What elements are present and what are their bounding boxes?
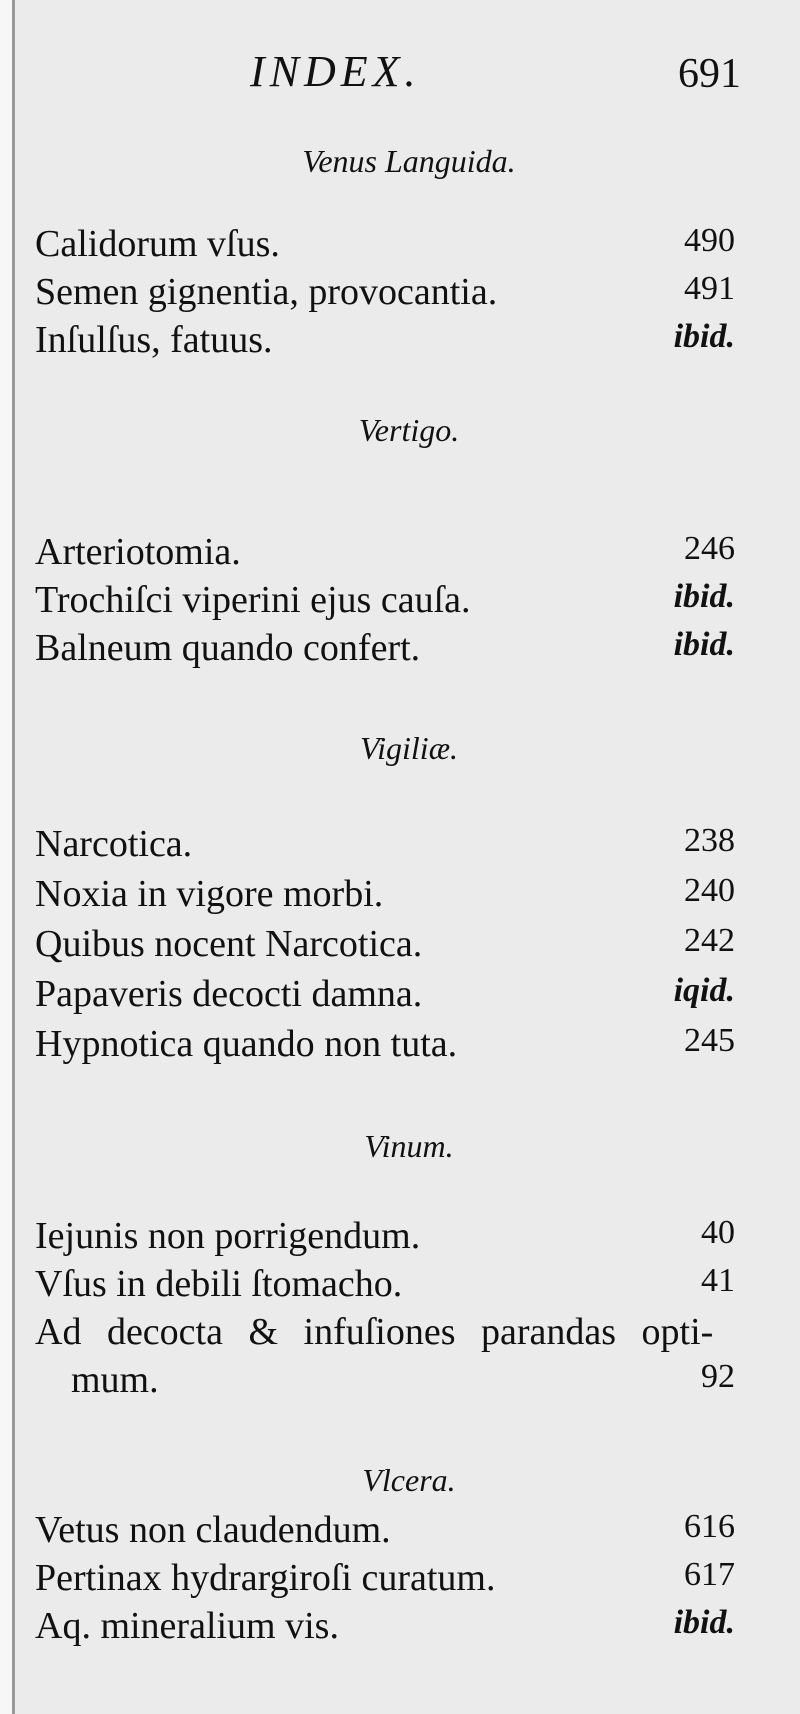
entry-text: Iejunis non porrigendum. bbox=[35, 1215, 421, 1257]
entry-text: Pertinax hydrargiroſi curatum. bbox=[35, 1557, 496, 1599]
entry-page-ref: iqid. bbox=[673, 972, 735, 1009]
section-heading: Vinum. bbox=[364, 1128, 454, 1164]
entry-text: Balneum quando confert. bbox=[35, 627, 421, 669]
entry-page-ref: ibid. bbox=[673, 1604, 735, 1641]
entry-page-ref: 240 bbox=[684, 872, 735, 909]
section-heading: Vertigo. bbox=[358, 412, 460, 448]
index-entry bbox=[35, 1022, 735, 1070]
entry-text: Papaveris decocti damna. bbox=[35, 973, 423, 1015]
page-number: 691 bbox=[678, 51, 741, 97]
section-heading: Vigiliæ. bbox=[359, 730, 459, 766]
index-entry bbox=[35, 1604, 735, 1652]
entry-page-ref: 490 bbox=[684, 222, 735, 259]
entry-text: Vetus non claudendum. bbox=[35, 1509, 391, 1551]
entry-page-ref: ibid. bbox=[673, 578, 735, 615]
entry-page-ref: 242 bbox=[684, 922, 735, 959]
entry-page-ref: 40 bbox=[701, 1214, 735, 1251]
index-entry bbox=[35, 1214, 735, 1262]
index-entry bbox=[35, 922, 735, 970]
entry-page-ref: 617 bbox=[684, 1556, 735, 1593]
index-entry bbox=[35, 1310, 735, 1358]
section-heading: Vlcera. bbox=[362, 1462, 456, 1498]
index-entry bbox=[35, 1556, 735, 1604]
section-heading: Venus Languida. bbox=[302, 143, 516, 179]
entry-text: Noxia in vigore morbi. bbox=[35, 873, 384, 915]
entry-text: Aq. mineralium vis. bbox=[35, 1605, 339, 1647]
entry-text: Narcotica. bbox=[35, 823, 193, 865]
entry-page-ref: 92 bbox=[701, 1358, 735, 1395]
entry-text: Vſus in debili ſtomacho. bbox=[35, 1263, 403, 1305]
index-entry bbox=[35, 872, 735, 920]
index-entry bbox=[35, 1262, 735, 1310]
entry-text: Hypnotica quando non tuta. bbox=[35, 1023, 458, 1065]
entry-page-ref: 491 bbox=[684, 270, 735, 307]
index-entry bbox=[35, 1508, 735, 1556]
entry-text: Calidorum vſus. bbox=[35, 223, 280, 265]
index-entry bbox=[35, 626, 735, 674]
entry-text: Arteriotomia. bbox=[35, 531, 241, 573]
index-entry bbox=[35, 822, 735, 870]
entry-text: Semen gignentia, provocantia. bbox=[35, 271, 498, 313]
page-header bbox=[15, 46, 800, 106]
entry-page-ref: 245 bbox=[684, 1022, 735, 1059]
book-page bbox=[12, 0, 800, 1714]
index-entry bbox=[35, 318, 735, 366]
page-edge bbox=[0, 0, 12, 1714]
entry-text: Quibus nocent Narcotica. bbox=[35, 923, 423, 965]
index-entry bbox=[35, 578, 735, 626]
entry-text: mum. bbox=[71, 1359, 159, 1401]
entry-page-ref: ibid. bbox=[673, 318, 735, 355]
index-entry bbox=[35, 530, 735, 578]
entry-page-ref: 238 bbox=[684, 822, 735, 859]
entry-page-ref: ibid. bbox=[673, 626, 735, 663]
entry-page-ref: 616 bbox=[684, 1508, 735, 1545]
index-entry bbox=[35, 972, 735, 1020]
index-entry-continuation bbox=[35, 1358, 735, 1406]
entry-text: Trochiſci viperini ejus cauſa. bbox=[35, 579, 471, 621]
entry-text: Inſulſus, fatuus. bbox=[35, 319, 273, 361]
page-title: INDEX. bbox=[250, 47, 421, 96]
index-entry bbox=[35, 222, 735, 270]
entry-page-ref: 41 bbox=[701, 1262, 735, 1299]
entry-page-ref: 246 bbox=[684, 530, 735, 567]
entry-text: Ad decocta & infuſiones parandas opti- bbox=[35, 1311, 714, 1353]
index-entry bbox=[35, 270, 735, 318]
